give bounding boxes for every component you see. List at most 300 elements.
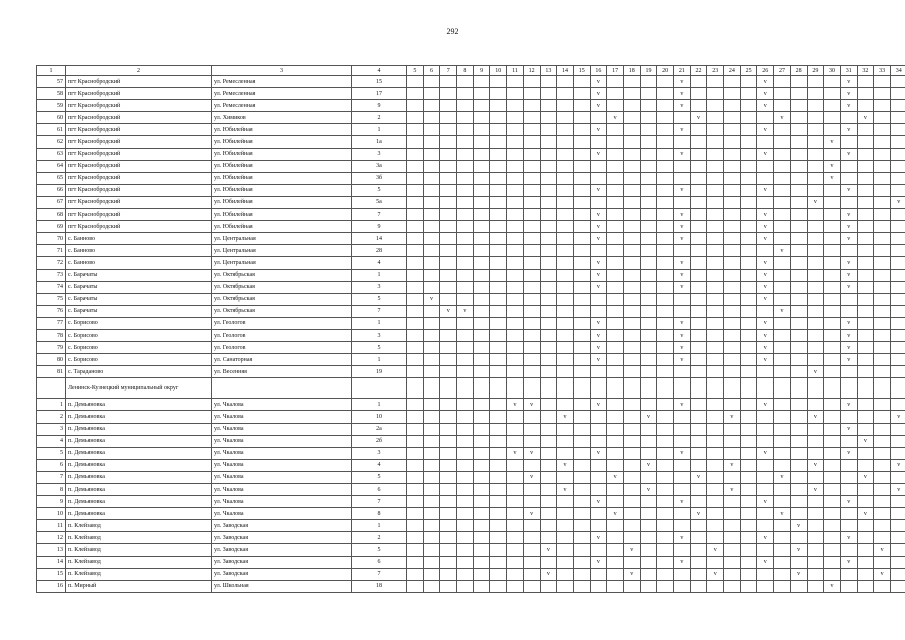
- header-cell: 8: [457, 66, 474, 76]
- schedule-cell: [807, 508, 824, 520]
- schedule-cell: [540, 233, 557, 245]
- header-cell: 13: [540, 66, 557, 76]
- house-cell: 3б: [352, 172, 407, 184]
- header-cell: 20: [657, 66, 674, 76]
- schedule-cell: [757, 484, 774, 496]
- schedule-cell: [790, 148, 807, 160]
- schedule-cell: [640, 160, 657, 172]
- settlement-cell: пгт Краснобродский: [66, 136, 212, 148]
- schedule-cell: [507, 209, 524, 221]
- schedule-cell: [407, 257, 424, 269]
- schedule-cell: [573, 496, 590, 508]
- schedule-cell: [857, 221, 874, 233]
- schedule-cell: [507, 508, 524, 520]
- schedule-cell: [657, 184, 674, 196]
- schedule-cell: [423, 281, 440, 293]
- schedule-mark: v: [590, 329, 607, 341]
- schedule-cell: [874, 399, 891, 411]
- schedule-cell: [523, 556, 540, 568]
- table-row: [37, 269, 905, 281]
- schedule-cell: [540, 378, 557, 399]
- schedule-cell: [824, 257, 841, 269]
- schedule-cell: [874, 160, 891, 172]
- street-cell: ул. Чкалова: [212, 423, 352, 435]
- table-row: [37, 317, 905, 329]
- schedule-cell: [657, 484, 674, 496]
- settlement-cell: пгт Краснобродский: [66, 124, 212, 136]
- schedule-mark: v: [757, 532, 774, 544]
- schedule-cell: [590, 508, 607, 520]
- schedule-cell: [540, 317, 557, 329]
- schedule-cell: [407, 293, 424, 305]
- schedule-cell: [674, 484, 691, 496]
- row-number: 58: [37, 88, 66, 100]
- schedule-cell: [807, 544, 824, 556]
- schedule-cell: [790, 366, 807, 378]
- schedule-cell: [724, 293, 741, 305]
- schedule-cell: [573, 366, 590, 378]
- schedule-cell: [607, 88, 624, 100]
- schedule-cell: [857, 447, 874, 459]
- schedule-mark: v: [840, 556, 857, 568]
- schedule-cell: [623, 411, 640, 423]
- schedule-cell: [507, 532, 524, 544]
- schedule-cell: [573, 136, 590, 148]
- schedule-cell: [690, 532, 707, 544]
- schedule-cell: [507, 88, 524, 100]
- header-cell: 31: [840, 66, 857, 76]
- schedule-cell: [473, 532, 490, 544]
- schedule-cell: [407, 435, 424, 447]
- schedule-cell: [890, 184, 905, 196]
- schedule-cell: [657, 520, 674, 532]
- schedule-cell: [557, 317, 574, 329]
- schedule-mark: v: [690, 471, 707, 483]
- schedule-cell: [457, 136, 474, 148]
- schedule-cell: [523, 342, 540, 354]
- schedule-cell: [607, 100, 624, 112]
- row-number: 9: [37, 496, 66, 508]
- schedule-cell: [540, 435, 557, 447]
- schedule-cell: [790, 329, 807, 341]
- schedule-cell: [890, 88, 905, 100]
- schedule-cell: [473, 100, 490, 112]
- schedule-cell: [590, 484, 607, 496]
- schedule-cell: [674, 196, 691, 208]
- schedule-cell: [707, 221, 724, 233]
- table-row: [37, 544, 905, 556]
- street-cell: ул. Заводская: [212, 532, 352, 544]
- schedule-mark: v: [674, 317, 691, 329]
- schedule-cell: [540, 269, 557, 281]
- schedule-cell: [507, 317, 524, 329]
- street-cell: ул. Юбилейная: [212, 196, 352, 208]
- schedule-cell: [674, 411, 691, 423]
- schedule-cell: [607, 568, 624, 580]
- schedule-cell: [690, 269, 707, 281]
- schedule-mark: v: [507, 399, 524, 411]
- schedule-mark: v: [774, 112, 791, 124]
- header-cell: 18: [623, 66, 640, 76]
- schedule-cell: [523, 520, 540, 532]
- house-cell: 6: [352, 556, 407, 568]
- schedule-cell: [740, 245, 757, 257]
- schedule-mark: v: [724, 484, 741, 496]
- table-row: [37, 399, 905, 411]
- schedule-cell: [573, 88, 590, 100]
- schedule-cell: [690, 209, 707, 221]
- settlement-cell: п. Демьяновка: [66, 399, 212, 411]
- schedule-cell: [573, 556, 590, 568]
- schedule-cell: [490, 124, 507, 136]
- schedule-cell: [690, 305, 707, 317]
- schedule-cell: [623, 354, 640, 366]
- schedule-cell: [707, 520, 724, 532]
- schedule-cell: [640, 423, 657, 435]
- schedule-cell: [790, 88, 807, 100]
- header-cell: 9: [473, 66, 490, 76]
- schedule-cell: [507, 484, 524, 496]
- schedule-cell: [440, 293, 457, 305]
- settlement-cell: пгт Краснобродский: [66, 184, 212, 196]
- schedule-cell: [707, 136, 724, 148]
- schedule-cell: [540, 484, 557, 496]
- schedule-cell: [457, 317, 474, 329]
- schedule-cell: [490, 544, 507, 556]
- schedule-cell: [607, 221, 624, 233]
- table-row: [37, 411, 905, 423]
- row-number: 7: [37, 471, 66, 483]
- schedule-cell: [457, 100, 474, 112]
- schedule-cell: [640, 172, 657, 184]
- schedule-cell: [507, 245, 524, 257]
- schedule-cell: [824, 100, 841, 112]
- schedule-cell: [807, 172, 824, 184]
- schedule-cell: [790, 281, 807, 293]
- schedule-cell: [790, 233, 807, 245]
- schedule-cell: [890, 221, 905, 233]
- house-cell: 18: [352, 580, 407, 592]
- schedule-cell: [473, 209, 490, 221]
- schedule-mark: v: [757, 124, 774, 136]
- table-row: [37, 342, 905, 354]
- street-cell: [212, 378, 352, 399]
- schedule-cell: [890, 471, 905, 483]
- schedule-cell: [490, 399, 507, 411]
- schedule-cell: [690, 245, 707, 257]
- schedule-cell: [523, 100, 540, 112]
- schedule-mark: v: [507, 447, 524, 459]
- schedule-cell: [724, 196, 741, 208]
- schedule-cell: [457, 532, 474, 544]
- schedule-cell: [490, 568, 507, 580]
- schedule-mark: v: [774, 245, 791, 257]
- schedule-cell: [824, 435, 841, 447]
- schedule-mark: v: [890, 459, 905, 471]
- schedule-cell: [640, 124, 657, 136]
- schedule-cell: [473, 423, 490, 435]
- house-cell: 5: [352, 184, 407, 196]
- row-number: 68: [37, 209, 66, 221]
- schedule-cell: [557, 305, 574, 317]
- schedule-cell: [440, 568, 457, 580]
- schedule-cell: [740, 209, 757, 221]
- schedule-cell: [824, 411, 841, 423]
- schedule-cell: [507, 160, 524, 172]
- schedule-mark: v: [590, 184, 607, 196]
- schedule-cell: [757, 136, 774, 148]
- schedule-cell: [857, 484, 874, 496]
- schedule-cell: [874, 496, 891, 508]
- street-cell: ул. Школьная: [212, 580, 352, 592]
- schedule-cell: [407, 508, 424, 520]
- schedule-cell: [640, 148, 657, 160]
- schedule-cell: [740, 342, 757, 354]
- house-cell: 1: [352, 124, 407, 136]
- schedule-cell: [807, 245, 824, 257]
- schedule-cell: [423, 269, 440, 281]
- schedule-cell: [840, 568, 857, 580]
- schedule-cell: [640, 532, 657, 544]
- schedule-cell: [640, 245, 657, 257]
- schedule-cell: [707, 209, 724, 221]
- schedule-cell: [774, 411, 791, 423]
- schedule-cell: [623, 160, 640, 172]
- schedule-mark: v: [640, 411, 657, 423]
- schedule-cell: [774, 100, 791, 112]
- house-cell: 14: [352, 233, 407, 245]
- schedule-mark: v: [840, 88, 857, 100]
- schedule-cell: [707, 184, 724, 196]
- schedule-cell: [540, 447, 557, 459]
- schedule-cell: [523, 257, 540, 269]
- schedule-cell: [607, 269, 624, 281]
- row-number: 6: [37, 459, 66, 471]
- schedule-mark: v: [674, 532, 691, 544]
- schedule-mark: v: [674, 269, 691, 281]
- row-number: 65: [37, 172, 66, 184]
- schedule-cell: [490, 354, 507, 366]
- schedule-cell: [807, 281, 824, 293]
- schedule-cell: [590, 580, 607, 592]
- schedule-cell: [573, 544, 590, 556]
- schedule-cell: [790, 112, 807, 124]
- row-number: 66: [37, 184, 66, 196]
- schedule-cell: [523, 233, 540, 245]
- schedule-cell: [807, 100, 824, 112]
- schedule-cell: [507, 520, 524, 532]
- schedule-cell: [757, 305, 774, 317]
- header-cell: 7: [440, 66, 457, 76]
- schedule-cell: [457, 378, 474, 399]
- house-cell: 5: [352, 544, 407, 556]
- table-row: [37, 568, 905, 580]
- schedule-cell: [874, 329, 891, 341]
- settlement-cell: пгт Краснобродский: [66, 160, 212, 172]
- schedule-cell: [740, 568, 757, 580]
- schedule-cell: [423, 366, 440, 378]
- schedule-cell: [707, 484, 724, 496]
- schedule-cell: [857, 100, 874, 112]
- schedule-cell: [573, 317, 590, 329]
- row-number: 15: [37, 568, 66, 580]
- schedule-cell: [457, 508, 474, 520]
- schedule-cell: [674, 508, 691, 520]
- schedule-cell: [790, 411, 807, 423]
- schedule-cell: [824, 423, 841, 435]
- schedule-cell: [457, 160, 474, 172]
- schedule-cell: [824, 484, 841, 496]
- schedule-cell: [724, 245, 741, 257]
- schedule-cell: [857, 366, 874, 378]
- schedule-cell: [440, 184, 457, 196]
- schedule-cell: [607, 76, 624, 88]
- schedule-mark: v: [640, 484, 657, 496]
- schedule-cell: [423, 580, 440, 592]
- schedule-cell: [423, 399, 440, 411]
- schedule-cell: [724, 580, 741, 592]
- schedule-cell: [590, 293, 607, 305]
- schedule-mark: v: [807, 459, 824, 471]
- schedule-cell: [590, 471, 607, 483]
- schedule-cell: [807, 160, 824, 172]
- row-number: 67: [37, 196, 66, 208]
- schedule-cell: [857, 172, 874, 184]
- schedule-cell: [407, 484, 424, 496]
- schedule-cell: [824, 269, 841, 281]
- schedule-cell: [724, 221, 741, 233]
- schedule-cell: [540, 508, 557, 520]
- schedule-mark: v: [590, 496, 607, 508]
- schedule-cell: [440, 354, 457, 366]
- schedule-cell: [824, 184, 841, 196]
- schedule-cell: [457, 580, 474, 592]
- schedule-cell: [573, 568, 590, 580]
- schedule-cell: [657, 100, 674, 112]
- house-cell: 9: [352, 100, 407, 112]
- schedule-cell: [790, 184, 807, 196]
- schedule-cell: [707, 508, 724, 520]
- schedule-cell: [807, 354, 824, 366]
- schedule-cell: [874, 184, 891, 196]
- settlement-cell: п. Демьяновка: [66, 411, 212, 423]
- schedule-cell: [857, 281, 874, 293]
- row-number: 69: [37, 221, 66, 233]
- schedule-cell: [890, 305, 905, 317]
- schedule-cell: [807, 88, 824, 100]
- schedule-cell: [607, 354, 624, 366]
- schedule-cell: [874, 366, 891, 378]
- schedule-cell: [774, 76, 791, 88]
- schedule-cell: [640, 257, 657, 269]
- row-number: [37, 378, 66, 399]
- schedule-cell: [824, 305, 841, 317]
- schedule-cell: [840, 366, 857, 378]
- schedule-cell: [423, 136, 440, 148]
- schedule-cell: [440, 342, 457, 354]
- schedule-cell: [874, 423, 891, 435]
- schedule-cell: [774, 568, 791, 580]
- schedule-cell: [473, 411, 490, 423]
- schedule-cell: [774, 184, 791, 196]
- schedule-cell: [590, 568, 607, 580]
- schedule-cell: [657, 305, 674, 317]
- schedule-cell: [874, 354, 891, 366]
- schedule-cell: [724, 148, 741, 160]
- schedule-cell: [540, 196, 557, 208]
- settlement-cell: пгт Краснобродский: [66, 76, 212, 88]
- schedule-cell: [607, 520, 624, 532]
- schedule-cell: [774, 269, 791, 281]
- schedule-cell: [640, 209, 657, 221]
- schedule-cell: [757, 411, 774, 423]
- schedule-cell: [607, 257, 624, 269]
- schedule-cell: [857, 196, 874, 208]
- schedule-cell: [507, 496, 524, 508]
- schedule-mark: v: [807, 411, 824, 423]
- schedule-mark: v: [557, 411, 574, 423]
- schedule-cell: [407, 447, 424, 459]
- schedule-cell: [824, 471, 841, 483]
- settlement-cell: п. Мирный: [66, 580, 212, 592]
- row-number: 75: [37, 293, 66, 305]
- schedule-cell: [407, 354, 424, 366]
- schedule-cell: [824, 209, 841, 221]
- row-number: 60: [37, 112, 66, 124]
- schedule-cell: [890, 399, 905, 411]
- schedule-mark: v: [674, 342, 691, 354]
- header-cell: 24: [724, 66, 741, 76]
- schedule-cell: [490, 484, 507, 496]
- schedule-cell: [440, 124, 457, 136]
- schedule-cell: [623, 484, 640, 496]
- table-row: [37, 245, 905, 257]
- row-number: 1: [37, 399, 66, 411]
- schedule-cell: [657, 172, 674, 184]
- schedule-cell: [407, 100, 424, 112]
- street-cell: ул. Ремесленная: [212, 100, 352, 112]
- schedule-cell: [774, 196, 791, 208]
- schedule-cell: [807, 209, 824, 221]
- schedule-cell: [857, 245, 874, 257]
- schedule-cell: [824, 508, 841, 520]
- schedule-cell: [790, 378, 807, 399]
- schedule-cell: [807, 435, 824, 447]
- schedule-cell: [774, 88, 791, 100]
- schedule-cell: [807, 378, 824, 399]
- schedule-cell: [857, 76, 874, 88]
- schedule-cell: [473, 112, 490, 124]
- schedule-cell: [740, 329, 757, 341]
- schedule-cell: [573, 580, 590, 592]
- schedule-cell: [540, 354, 557, 366]
- house-cell: 2: [352, 532, 407, 544]
- house-cell: 2: [352, 112, 407, 124]
- schedule-cell: [707, 100, 724, 112]
- schedule-cell: [457, 184, 474, 196]
- schedule-cell: [440, 580, 457, 592]
- schedule-cell: [707, 399, 724, 411]
- schedule-cell: [473, 148, 490, 160]
- schedule-cell: [740, 544, 757, 556]
- schedule-mark: v: [590, 532, 607, 544]
- schedule-cell: [407, 471, 424, 483]
- schedule-cell: [407, 342, 424, 354]
- schedule-cell: [573, 435, 590, 447]
- schedule-cell: [690, 342, 707, 354]
- schedule-cell: [557, 544, 574, 556]
- street-cell: ул. Октябрьская: [212, 305, 352, 317]
